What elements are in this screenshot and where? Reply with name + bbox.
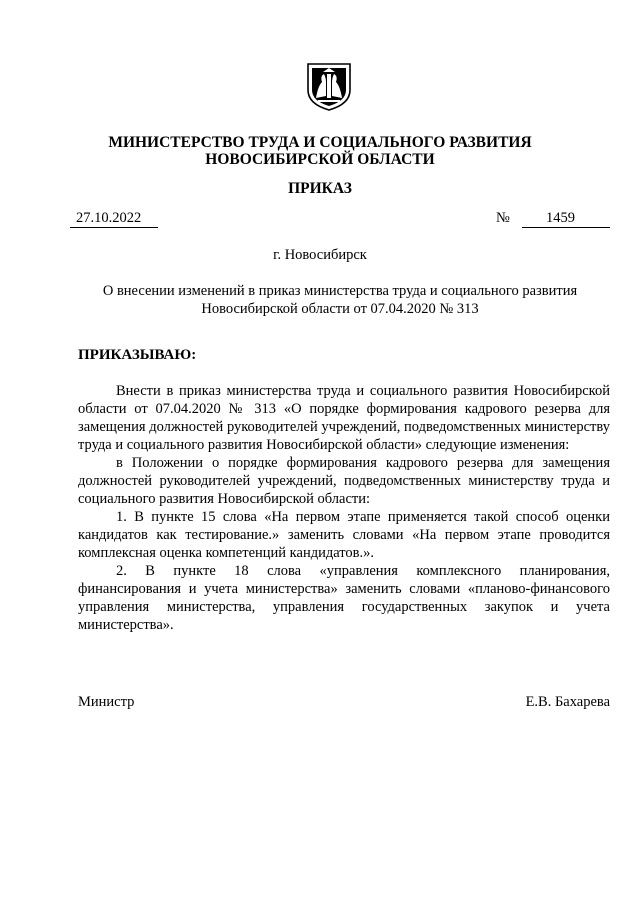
document-date: 27.10.2022 <box>70 210 158 228</box>
paragraph: 2. В пункте 18 слова «управления комплексного планирования, финансирования и учета министерства» заменить словами «планово-финансового управления министерства, управления государственных закупок и учета министерства». <box>78 563 610 633</box>
signatory-name: Е.В. Бахарева <box>525 694 610 710</box>
subject-line1: О внесении изменений в приказ министерства труда и социального развития <box>102 283 578 299</box>
number-sign: № <box>496 210 510 226</box>
subject-line2: Новосибирской области от 07.04.2020 № 313 <box>201 301 479 317</box>
paragraph: Внести в приказ министерства труда и социального развития Новосибирской области от 07.04.2020 № 313 «О порядке формирования кадрового резерва для замещения должностей руководителей учреждений, подведомственных министерству труда и социального развития Новосибирской области» следующие изменения: <box>78 383 610 453</box>
organization-name-line1: МИНИСТЕРСТВО ТРУДА И СОЦИАЛЬНОГО РАЗВИТИЯ <box>108 134 532 151</box>
city: г. Новосибирск <box>273 247 367 263</box>
document-type: ПРИКАЗ <box>288 180 352 197</box>
coat-of-arms-icon <box>302 60 356 112</box>
signatory-position: Министр <box>78 694 135 710</box>
paragraph: в Положении о порядке формирования кадрового резерва для замещения должностей руководителей учреждений, подведомственных министерству труда и социального развития Новосибирской области: <box>78 455 610 507</box>
document-number: 1459 <box>522 210 610 228</box>
document-body <box>78 382 610 634</box>
paragraph: 1. В пункте 15 слова «На первом этапе применяется такой способ оценки кандидатов как тестирование.» заменить словами «На первом этапе проводится комплексная оценка компетенций кандидатов.». <box>78 509 610 561</box>
organization-name-line2: НОВОСИБИРСКОЙ ОБЛАСТИ <box>205 151 435 168</box>
document-subject <box>70 282 610 318</box>
orders-heading: ПРИКАЗЫВАЮ: <box>78 347 197 363</box>
